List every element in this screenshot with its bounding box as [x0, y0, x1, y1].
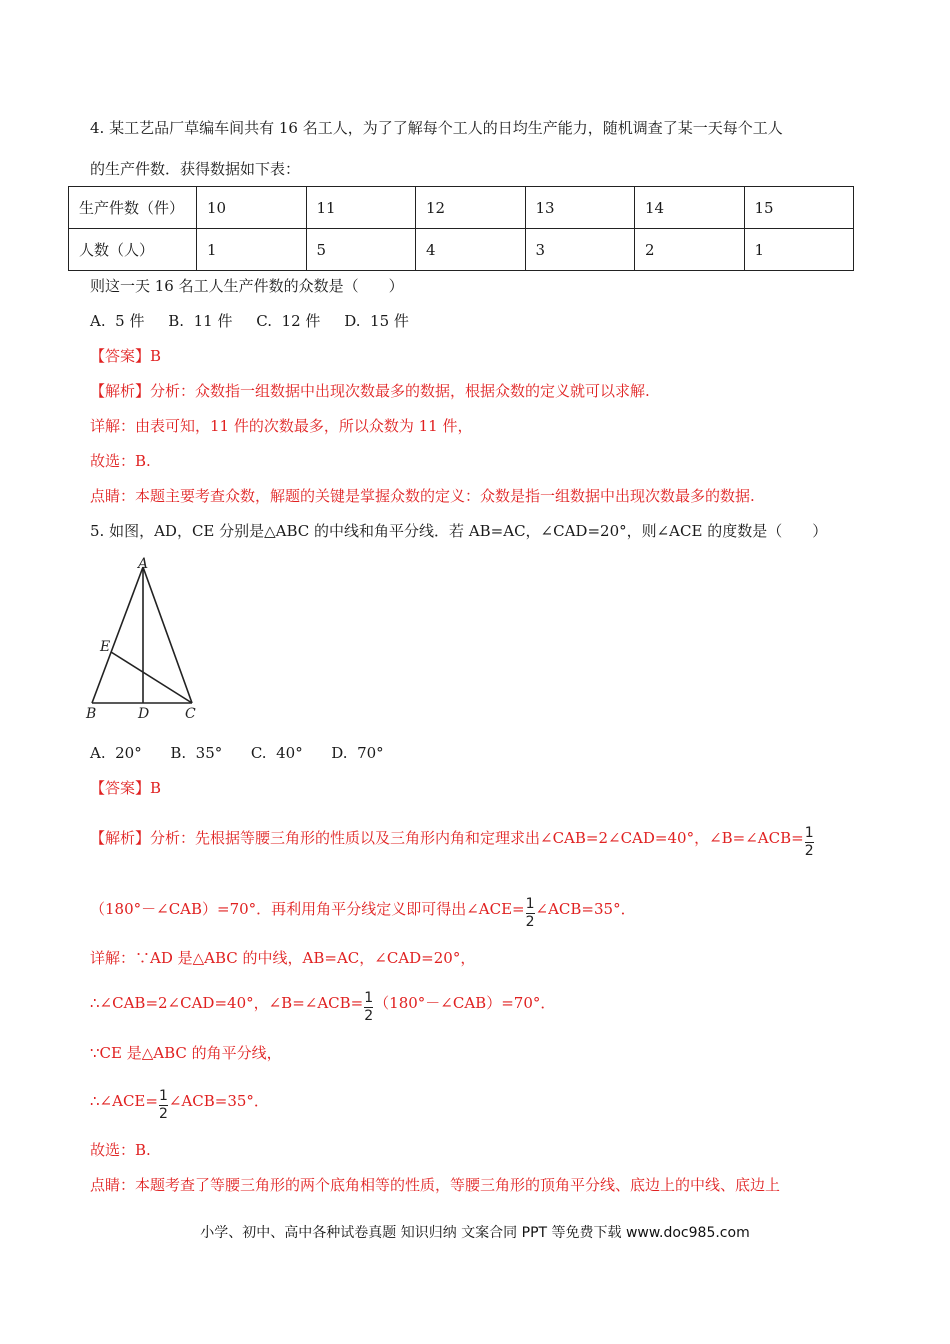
q5-detail-text: （180°－∠CAB）=70°．: [374, 994, 556, 1012]
q5-detail2: [90, 990, 555, 1025]
fraction-num: 1: [158, 1088, 168, 1104]
table-cell: 10: [197, 187, 307, 229]
table-cell: 15: [744, 187, 854, 229]
q5-detail4: [90, 1088, 269, 1123]
label-c: C: [185, 706, 196, 722]
q5-options: A. 20° B. 35° C. 40° D. 70°: [90, 744, 384, 762]
label-d: D: [138, 706, 150, 722]
q5-detail1: 详解：∵AD 是△ABC 的中线，AB=AC，∠CAD=20°，: [90, 949, 476, 967]
side-ab: [92, 567, 143, 703]
q4-comment: 点睛：本题主要考查众数，解题的关键是掌握众数的定义：众数是指一组数据中出现次数最多的数据.: [90, 487, 755, 505]
q4-line1: 4. 某工艺品厂草编车间共有 16 名工人，为了了解每个工人的日均生产能力，随机调查了某一天每个工人: [90, 119, 783, 137]
table-cell: 14: [635, 187, 745, 229]
triangle-figure: [80, 555, 210, 725]
q5-answer: 【答案】B: [90, 779, 162, 797]
q4-choose: 故选：B.: [90, 452, 151, 470]
q5-analysis-text: （180°－∠CAB）=70°．再利用角平分线定义即可得出∠ACE=: [90, 900, 525, 918]
fraction-num: 1: [364, 990, 374, 1006]
label-b: B: [86, 706, 97, 722]
q4-question: 则这一天 16 名工人生产件数的众数是（ ）: [90, 277, 404, 295]
page-footer: 小学、初中、高中各种试卷真题 知识归纳 文案合同 PPT 等免费下载 www.doc985.com: [200, 1225, 750, 1241]
q5-detail3: ∵CE 是△ABC 的角平分线，: [90, 1044, 282, 1062]
fraction-den: 2: [525, 914, 535, 930]
table-row: [69, 229, 854, 271]
table-cell: 1: [744, 229, 854, 271]
q4-detail: 详解：由表可知，11 件的次数最多，所以众数为 11 件，: [90, 417, 473, 435]
q5-analysis-line2: [90, 896, 636, 931]
label-a: A: [138, 556, 149, 572]
fraction-den: 2: [804, 843, 814, 859]
table-cell: 12: [416, 187, 526, 229]
table-cell: 1: [197, 229, 307, 271]
q5-detail-text: ∴∠CAB=2∠CAD=40°，∠B=∠ACB=: [90, 994, 364, 1012]
fraction-half: [526, 896, 535, 931]
fraction-den: 2: [158, 1106, 168, 1122]
production-table: [68, 186, 854, 271]
q5-detail-text: ∴∠ACE=: [90, 1092, 158, 1110]
label-e: E: [100, 639, 111, 655]
side-ac: [143, 567, 192, 703]
q5-analysis-text: ∠ACB=35°．: [535, 900, 636, 918]
table-cell: 2: [635, 229, 745, 271]
table-cell: 5: [306, 229, 416, 271]
q5-detail-text: ∠ACB=35°．: [168, 1092, 269, 1110]
fraction-num: 1: [804, 825, 814, 841]
fraction-num: 1: [525, 896, 535, 912]
q5-question: 5. 如图，AD，CE 分别是△ABC 的中线和角平分线．若 AB=AC，∠CAD=20°，则∠ACE 的度数是（ ）: [90, 522, 828, 540]
fraction-den: 2: [364, 1008, 374, 1024]
table-cell: 人数（人）: [69, 229, 197, 271]
fraction-half: [364, 990, 373, 1025]
q4-line2: 的生产件数．获得数据如下表：: [90, 160, 301, 178]
q4-answer: 【答案】B: [90, 347, 162, 365]
table-cell: 生产件数（件）: [69, 187, 197, 229]
fraction-half: [805, 825, 814, 860]
table-row: [69, 187, 854, 229]
table-cell: 3: [525, 229, 635, 271]
q5-comment: 点睛：本题考查了等腰三角形的两个底角相等的性质，等腰三角形的顶角平分线、底边上的中线、底边上: [90, 1176, 781, 1194]
bisector-ce: [111, 652, 192, 703]
table-cell: 11: [306, 187, 416, 229]
table-cell: 4: [416, 229, 526, 271]
q4-options: A. 5 件 B. 11 件 C. 12 件 D. 15 件: [90, 312, 409, 330]
fraction-half: [159, 1088, 168, 1123]
q5-choose: 故选：B.: [90, 1141, 151, 1159]
q5-analysis-text: 【解析】分析：先根据等腰三角形的性质以及三角形内角和定理求出∠CAB=2∠CAD=40°，∠B=∠ACB=: [90, 829, 804, 847]
q4-analysis: 【解析】分析：众数指一组数据中出现次数最多的数据，根据众数的定义就可以求解.: [90, 382, 650, 400]
table-cell: 13: [525, 187, 635, 229]
q5-analysis-line1: [90, 825, 815, 860]
